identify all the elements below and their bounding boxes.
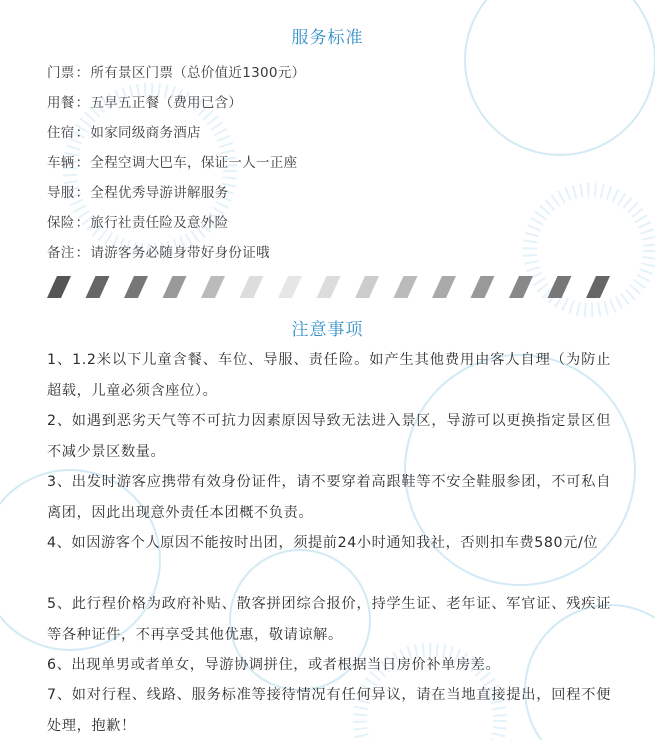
stripe-divider (47, 276, 612, 298)
note-item: 4、如因游客个人原因不能按时出团，须提前24小时通知我社，否则扣车费580元/位 (47, 535, 599, 551)
standard-value: 旅行社责任险及意外险 (90, 215, 229, 231)
notes-title: 注意事项 (291, 320, 364, 340)
note-item: 1、1.2米以下儿童含餐、车位、导服、责任险。如产生其他费用由客人自理（为防止超载，儿童必须含座位）。 (47, 352, 611, 399)
label-separator: ： (75, 185, 90, 201)
stripe-block (278, 276, 302, 298)
service-standard-title: 服务标准 (291, 28, 364, 48)
label-separator: ： (75, 65, 90, 81)
standard-item-remark (47, 241, 270, 261)
standard-label: 车辆 (47, 155, 75, 171)
note-item: 7、如对行程、线路、服务标准等接待情况有任何异议，请在当地直接提出，回程不便处理，抱歉！ (47, 687, 611, 734)
stripe-block (432, 276, 456, 298)
stripe-block (471, 276, 495, 298)
label-separator: ： (75, 95, 90, 111)
standard-label: 备注 (47, 245, 75, 261)
label-separator: ： (75, 215, 90, 231)
standard-item-meals (47, 91, 242, 111)
stripe-block (394, 276, 418, 298)
standard-item-lodging (47, 121, 201, 141)
standard-value: 所有景区门票（总价值近1300元） (90, 65, 306, 81)
standard-label: 导服 (47, 185, 75, 201)
stripe-block (124, 276, 148, 298)
note-item: 6、出现单男或者单女，导游协调拼住，或者根据当日房价补单房差。 (47, 657, 501, 673)
standard-item-vehicle (47, 151, 297, 171)
standard-value: 全程优秀导游讲解服务 (90, 185, 229, 201)
stripe-block (86, 276, 110, 298)
note-item: 2、如遇到恶劣天气等不可抗力因素原因导致无法进入景区，导游可以更换指定景区但不减少景区数量。 (47, 413, 611, 460)
stripe-block (317, 276, 341, 298)
label-separator: ： (75, 155, 90, 171)
stripe-block (240, 276, 264, 298)
standard-value: 如家同级商务酒店 (90, 125, 201, 141)
standard-label: 保险 (47, 215, 75, 231)
note-item: 3、出发时游客应携带有效身份证件，请不要穿着高跟鞋等不安全鞋服参团，不可私自离团，因此出现意外责任本团概不负责。 (47, 474, 611, 521)
standard-value: 全程空调大巴车，保证一人一正座 (90, 155, 298, 171)
stripe-block (163, 276, 187, 298)
standard-label: 门票 (47, 65, 75, 81)
standard-label: 住宿 (47, 125, 75, 141)
label-separator: ： (75, 245, 90, 261)
stripe-block (509, 276, 533, 298)
stripe-block (548, 276, 572, 298)
standard-item-guide (47, 181, 228, 201)
standard-value: 请游客务必随身带好身份证哦 (90, 245, 270, 261)
standard-label: 用餐 (47, 95, 75, 111)
label-separator: ： (75, 125, 90, 141)
stripe-block (586, 276, 610, 298)
standard-value: 五早五正餐（费用已含） (90, 95, 243, 111)
stripe-block (201, 276, 225, 298)
standard-item-insurance (47, 211, 228, 231)
note-item: 5、此行程价格为政府补贴、散客拼团综合报价，持学生证、老年证、军官证、残疾证等各种证件，不再享受其他优惠，敬请谅解。 (47, 596, 611, 643)
standard-item-tickets (47, 61, 305, 81)
stripe-block (355, 276, 379, 298)
stripe-block (47, 276, 71, 298)
